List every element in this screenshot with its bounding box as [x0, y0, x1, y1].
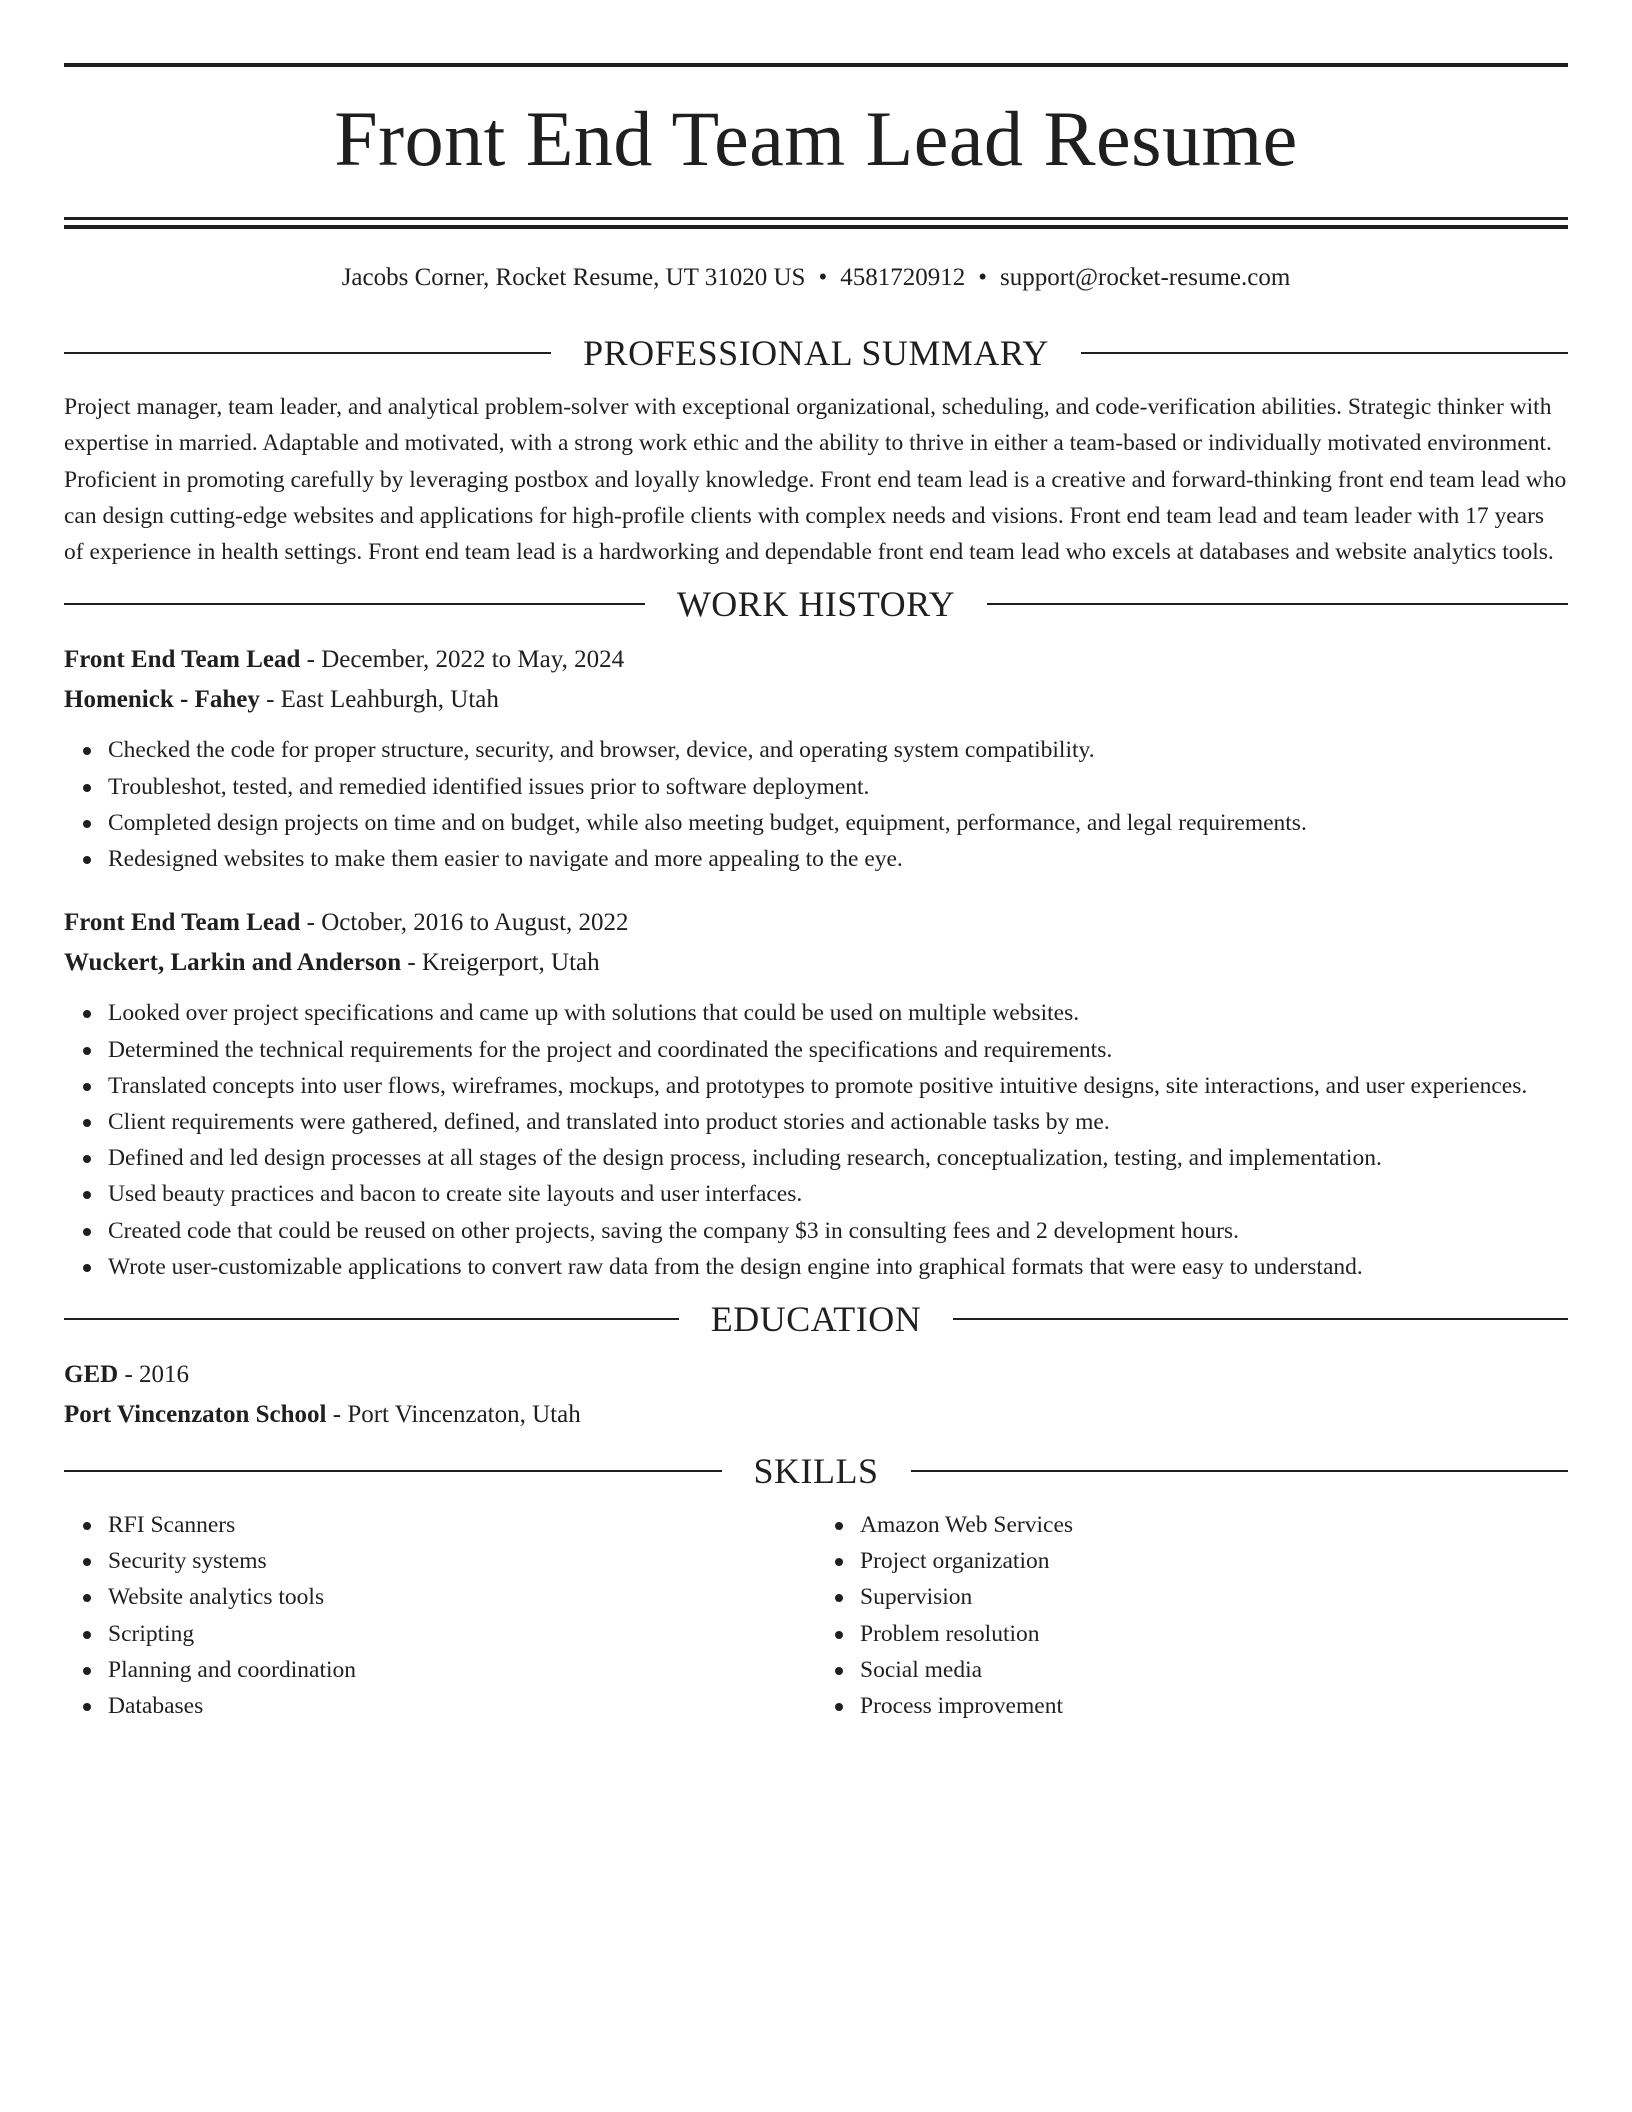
list-item: Checked the code for proper structure, security, and browser, device, and operating system compatibility.	[108, 732, 1568, 768]
job-title: Front End Team Lead	[64, 909, 301, 937]
education-entry	[64, 1355, 1568, 1435]
skill-item: Planning and coordination	[108, 1652, 816, 1688]
contact-separator: •	[978, 264, 987, 291]
list-item: Client requirements were gathered, defined, and translated into product stories and actionable tasks by me.	[108, 1104, 1568, 1140]
education-degree: GED	[64, 1360, 119, 1388]
heading-rule-left	[64, 603, 645, 605]
skill-item: Supervision	[860, 1579, 1568, 1615]
section-title: WORK HISTORY	[676, 584, 956, 625]
job-dates: - December, 2022 to May, 2024	[300, 646, 625, 674]
section-heading-skills	[64, 1447, 1568, 1495]
job-location: - East Leahburgh, Utah	[259, 686, 499, 714]
heading-rule-left	[64, 1318, 679, 1320]
skill-item: Amazon Web Services	[860, 1507, 1568, 1543]
section-heading-education	[64, 1295, 1568, 1343]
section-heading-work	[64, 580, 1568, 628]
skills-list	[64, 1507, 1568, 1724]
list-item: Translated concepts into user flows, wireframes, mockups, and prototypes to promote positive intuitive designs, site interactions, and user experiences.	[108, 1068, 1568, 1104]
job-title: Front End Team Lead	[64, 646, 301, 674]
list-item: Used beauty practices and bacon to create site layouts and user interfaces.	[108, 1176, 1568, 1212]
job-company: Homenick - Fahey	[64, 686, 260, 714]
top-rule	[64, 63, 1568, 67]
skills-column-right	[816, 1507, 1568, 1724]
job-bullets	[64, 995, 1568, 1285]
education-degree-line	[64, 1355, 1568, 1395]
list-item: Wrote user-customizable applications to convert raw data from the design engine into graphical formats that were easy to understand.	[108, 1249, 1568, 1285]
page-title: Front End Team Lead Resume	[334, 95, 1298, 182]
education-location: - Port Vincenzaton, Utah	[326, 1400, 581, 1428]
list-item: Determined the technical requirements for the project and coordinated the specifications and requirements.	[108, 1032, 1568, 1068]
education-school-line	[64, 1395, 1568, 1435]
heading-rule-right	[953, 1318, 1568, 1320]
skill-item: Problem resolution	[860, 1616, 1568, 1652]
list-item: Troubleshot, tested, and remedied identified issues prior to software deployment.	[108, 769, 1568, 805]
list-item: Created code that could be reused on other projects, saving the company $3 in consulting fees and 2 development hours.	[108, 1213, 1568, 1249]
contact-address: Jacobs Corner, Rocket Resume, UT 31020 US	[341, 264, 806, 291]
skill-item: Project organization	[860, 1543, 1568, 1579]
list-item: Completed design projects on time and on budget, while also meeting budget, equipment, performance, and legal requirements.	[108, 805, 1568, 841]
section-title: PROFESSIONAL SUMMARY	[583, 333, 1049, 373]
contact-line	[64, 261, 1568, 295]
title-double-rule	[64, 217, 1568, 229]
education-year: - 2016	[118, 1360, 190, 1388]
heading-rule-right	[1081, 352, 1568, 354]
summary-text: Project manager, team leader, and analytical problem-solver with exceptional organizational, scheduling, and code-verification abilities. Strategic thinker with expertise in married. Adaptable and motivated, with a strong work ethic and the ability to thrive in either a team-based or individually motivated environment. Proficient in promoting carefully by leveraging postbox and loyally knowledge. Front end team lead is a creative and forward-thinking front end team lead who can design cutting-edge websites and applications for high-profile clients with complex needs and visions. Front end team lead and team leader with 17 years of experience in health settings. Front end team lead is a hardworking and dependable front end team lead who excels at databases and website analytics tools.	[64, 394, 1567, 566]
job-title-line	[64, 640, 1568, 680]
job-title-line	[64, 903, 1568, 943]
job-entry	[64, 903, 1568, 1285]
heading-rule-right	[911, 1470, 1569, 1472]
skill-item: Security systems	[108, 1543, 816, 1579]
list-item: Looked over project specifications and came up with solutions that could be used on multiple websites.	[108, 995, 1568, 1031]
job-location: - Kreigerport, Utah	[401, 949, 600, 977]
skill-item: Process improvement	[860, 1688, 1568, 1724]
job-company-line	[64, 943, 1568, 983]
job-bullets	[64, 732, 1568, 877]
section-title: EDUCATION	[710, 1298, 922, 1339]
heading-rule-right	[987, 603, 1568, 605]
skill-item: RFI Scanners	[108, 1507, 816, 1543]
education-school: Port Vincenzaton School	[64, 1400, 327, 1428]
section-heading-summary	[64, 329, 1568, 377]
skills-column-left	[64, 1507, 816, 1724]
contact-phone: 4581720912	[840, 264, 966, 291]
heading-rule-left	[64, 1470, 722, 1472]
skill-item: Social media	[860, 1652, 1568, 1688]
list-item: Defined and led design processes at all stages of the design process, including research, conceptualization, testing, and implementation.	[108, 1140, 1568, 1176]
skill-item: Databases	[108, 1688, 816, 1724]
skill-item: Website analytics tools	[108, 1579, 816, 1615]
contact-separator: •	[818, 264, 828, 291]
contact-email: support@rocket-resume.com	[1000, 264, 1291, 291]
skill-item: Scripting	[108, 1616, 816, 1652]
job-company: Wuckert, Larkin and Anderson	[64, 949, 402, 977]
job-dates: - October, 2016 to August, 2022	[300, 909, 629, 937]
job-company-line	[64, 680, 1568, 720]
list-item: Redesigned websites to make them easier to navigate and more appealing to the eye.	[108, 841, 1568, 877]
section-title: SKILLS	[753, 1450, 879, 1491]
heading-rule-left	[64, 352, 551, 354]
job-entry	[64, 640, 1568, 877]
